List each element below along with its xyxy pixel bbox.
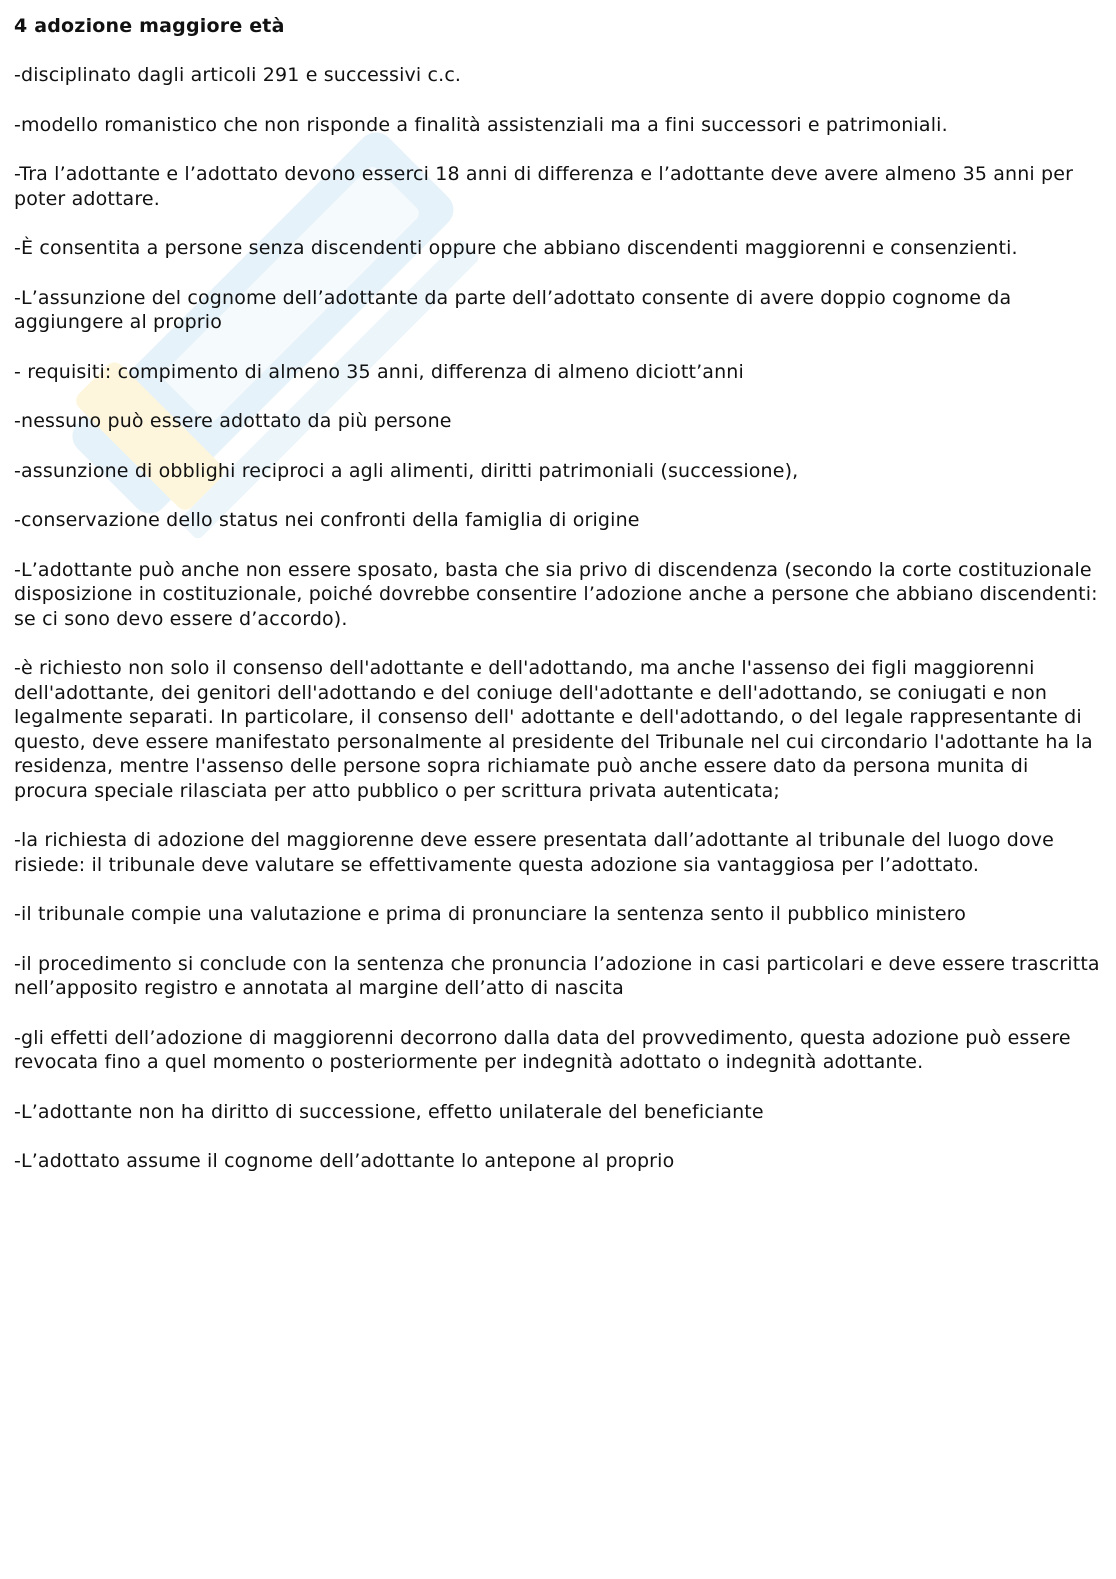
paragraph: - requisiti: compimento di almeno 35 anni, differenza di almeno diciott’anni [14,360,744,383]
paragraph: -disciplinato dagli articoli 291 e successivi c.c. [14,64,462,86]
paragraph: -assunzione di obblighi reciproci a agli alimenti, diritti patrimoniali (successione), [14,459,799,482]
paragraph: -è richiesto non solo il consenso dell'adottante e dell'adottando, ma anche l'assenso dei figli maggiorenni dell'adottante, dei genitori dell'adottando e del coniuge dell'adottante e dell'adottando, se coniugati e non legalmente separati. In particolare, il consenso dell' adottante e dell'adottando, o del legale rappresentante di questo, deve essere manifestato personalmente al presidente del Tribunale nel cui circondario l'adottante ha la residenza, mentre l'assenso delle persone sopra richiamate può anche essere dato da persona munita di procura speciale rilasciata per atto pubblico o per scrittura privata autenticata; [14,657,1093,802]
paragraph: -L’adottato assume il cognome dell’adottante lo antepone al proprio [14,1150,675,1172]
document-page [14,14,1102,1199]
document-title: 4 adozione maggiore età [14,15,285,37]
paragraph: -modello romanistico che non risponde a finalità assistenziali ma a fini successori e patrimoniali. [14,113,948,136]
paragraph: -la richiesta di adozione del maggiorenne deve essere presentata dall’adottante al tribunale del luogo dove risiede: il tribunale deve valutare se effettivamente questa adozione sia vantaggiosa per l’adottato. [14,829,1055,876]
paragraph: -il tribunale compie una valutazione e prima di pronunciare la sentenza sento il pubblico ministero [14,903,966,925]
paragraph: -L’assunzione del cognome dell’adottante da parte dell’adottato consente di avere doppio cognome da aggiungere al proprio [14,286,1012,333]
paragraph: -il procedimento si conclude con la sentenza che pronuncia l’adozione in casi particolari e deve essere trascritta nell’apposito registro e annotata al margine dell’atto di nascita [14,952,1100,999]
paragraph: -conservazione dello status nei confronti della famiglia di origine [14,509,640,531]
paragraph: -Tra l’adottante e l’adottato devono esserci 18 anni di differenza e l’adottante deve avere almeno 35 anni per poter adottare. [14,163,1074,210]
paragraph: -L’adottante non ha diritto di successione, effetto unilaterale del beneficiante [14,1100,764,1123]
paragraph: -È consentita a persone senza discendenti oppure che abbiano discendenti maggiorenni e consenzienti. [14,237,1018,259]
paragraph: -L’adottante può anche non essere sposato, basta che sia privo di discendenza (secondo la corte costituzionale disposizione in costituzionale, poiché dovrebbe consentire l’adozione anche a persone che abbiano discendenti: se ci sono devo essere d’accordo). [14,558,1098,630]
paragraph: -gli effetti dell’adozione di maggiorenni decorrono dalla data del provvedimento, questa adozione può essere revocata fino a quel momento o posteriormente per indegnità adottato o indegnità adottante. [14,1026,1071,1073]
paragraph: -nessuno può essere adottato da più persone [14,410,452,432]
